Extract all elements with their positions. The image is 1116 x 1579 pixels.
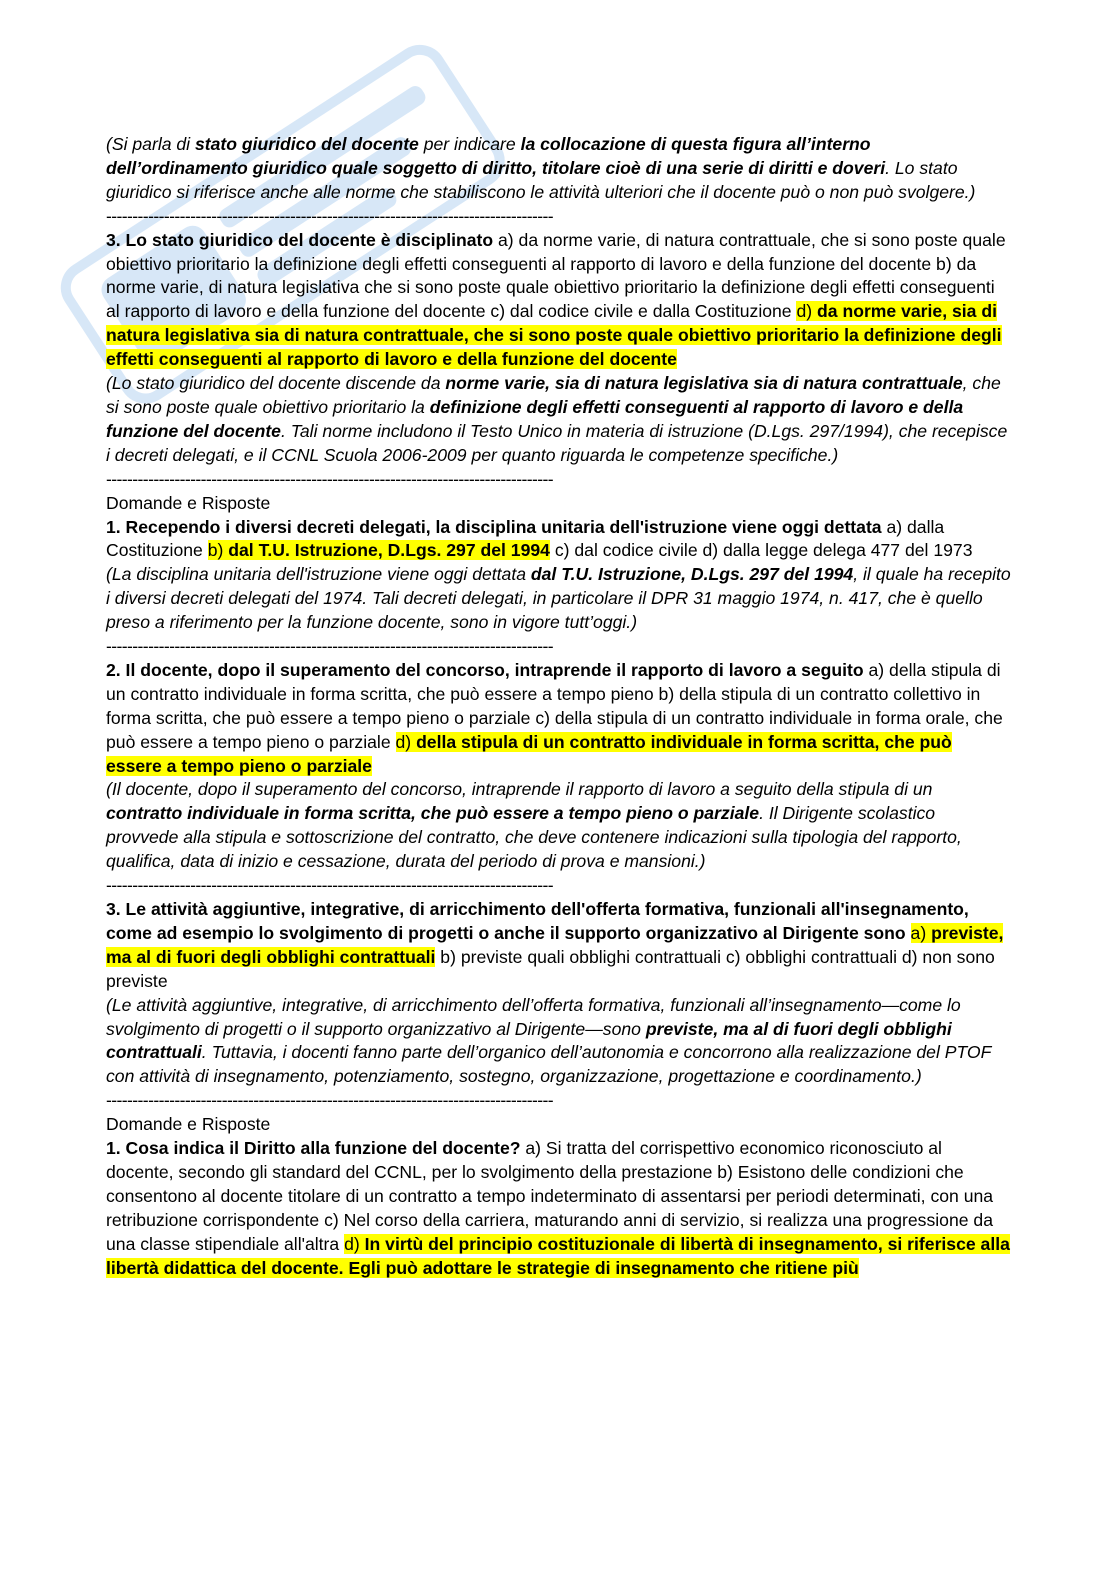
answer-note-stato-giuridico [106,372,1011,468]
text-run: norme varie, sia di natura legislativa sia di natura contrattuale [445,373,963,394]
text-run: a) da norme varie, di natura contrattuale, che si sono poste quale obiettivo prioritario la definizione degli effetti conseguenti al rapporto di lavoro e della funzione del docente b) da norme varie, di natura legislativa che si sono poste quale obiettivo prioritario la definizione degli effetti conseguenti al rapporto di lavoro e della funzione del docente c) dal codice civile e dalla Costituzione [106,229,1006,322]
section-heading [106,492,1011,516]
question-diritto-funzione [106,1137,1011,1280]
text-run: della stipula di un contratto individuale in forma scritta, che può essere a tempo pieno o parziale [106,731,952,776]
answer-note-attivita-aggiuntive [106,994,1011,1090]
separator: ------------------------------------------------------------------------------------- [106,875,554,896]
text-run: 1. Cosa indica il Diritto alla funzione del docente? [106,1138,521,1159]
note-stato-giuridico [106,133,1011,205]
text-run: per indicare [418,134,521,154]
text-run: Domande e Risposte [106,1114,271,1135]
text-run: In virtù del principio costituzionale di libertà di insegnamento, si riferisce alla libertà didattica del docente. Egli può adottare le strategie di insegnamento che ritiene più [106,1233,1010,1278]
text-run: stato giuridico del docente [194,134,419,154]
text-run: dal T.U. Istruzione, D.Lgs. 297 del 1994 [530,564,854,585]
text-run: (Le attività aggiuntive, integrative, di arricchimento dell’offerta formativa, funzionali all’insegnamento—come lo svolgimento di progetti o il supporto organizzativo al Dirigente—sono [106,994,961,1039]
text-run: . Il Dirigente scolastico provvede alla stipula e sottoscrizione del contratto, che deve contenere indicazioni sulla tipologia del rapporto, qualifica, data di inizio e cessazione, durata del periodo di prova e mansioni.) [106,803,962,872]
text-run: previste, ma al di fuori degli obblighi contrattuali [106,922,1004,967]
question-rapporto-lavoro [106,659,1011,779]
separator: ------------------------------------------------------------------------------------- [106,636,554,657]
text-run: b) previste quali obblighi contrattuali c) obblighi contrattuali d) non sono previste [106,946,995,991]
text-run [906,923,911,943]
text-run: definizione degli effetti conseguenti al rapporto di lavoro e della funzione del docente [106,396,964,441]
text-run: , il quale ha recepito i diversi decreti delegati del 1974. Tali decreti delegati, in particolare il DPR 31 maggio 1974, n. 417, che è quello preso a riferimento per la funzione docente, sono in vigore tutt’oggi.) [106,564,1011,633]
text-run: d) [796,301,818,322]
text-run: (La disciplina unitaria dell'istruzione viene oggi dettata [106,564,531,585]
text-run: d) [395,731,417,752]
text-run: contratto individuale in forma scritta, che può essere a tempo pieno o parziale [106,803,760,824]
question-attivita-aggiuntive [106,898,1011,994]
separator: ------------------------------------------------------------------------------------- [106,468,554,489]
section-heading [106,1113,1011,1137]
text-run: (Lo stato giuridico del docente discende da [106,373,446,394]
question-stato-giuridico [106,229,1011,372]
text-run: dal T.U. Istruzione, D.Lgs. 297 del 1994 [228,540,550,561]
text-run: b) [207,540,229,561]
text-run: a) dalla Costituzione [106,516,945,561]
text-run: Domande e Risposte [106,492,271,513]
text-run: previste, ma al di fuori degli obblighi contrattuali [106,1018,952,1063]
separator: ------------------------------------------------------------------------------------- [106,1090,554,1111]
text-run: 3. Le attività aggiuntive, integrative, di arricchimento dell'offerta formativa, funzionali all'insegnamento, come ad esempio lo svolgimento di progetti o anche il supporto organizzativo al Dirigente sono [106,899,969,943]
text-run: a) della stipula di un contratto individuale in forma scritta, che può essere a tempo pieno b) della stipula di un contratto collettivo in forma scritta, che può essere a tempo pieno o parziale c) della stipula di un contratto individuale in forma orale, che può essere a tempo pieno o parziale [106,659,1003,752]
answer-note-disciplina-unitaria [106,563,1011,635]
text-run: . Tali norme includono il Testo Unico in materia di istruzione (D.Lgs. 297/1994), che recepisce i decreti delegati, e il CCNL Scuola 2006-2009 per quanto riguarda le competenze specifiche.) [106,420,1008,465]
text-run: 3. Lo stato giuridico del docente è disciplinato [106,229,494,250]
text-run: c) dal codice civile d) dalla legge delega 477 del 1973 [549,540,973,561]
text-run: (Il docente, dopo il superamento del concorso, intraprende il rapporto di lavoro a seguito della stipula di un [106,779,933,800]
text-run: a) [910,922,932,943]
text-run: la collocazione di questa figura all’interno dell’ordinamento giuridico quale soggetto di diritto, titolare cioè di una serie di diritti e doveri [106,134,886,178]
text-run: . Lo stato giuridico si riferisce anche alle norme che stabiliscono le attività ulteriori che il docente può o non può svolgere.) [106,157,976,202]
text-run: , che si sono poste quale obiettivo prioritario la [106,373,1001,417]
text-run: a) Si tratta del corrispettivo economico riconosciuto al docente, secondo gli standard del CCNL, per lo svolgimento della prestazione b) Esistono delle condizioni che consentono al docente titolare di un contratto a tempo indeterminato di assentarsi per periodi determinati, con una retribuzione corrispondente c) Nel corso della carriera, maturando anni di servizio, si realizza una progressione da una classe stipendiale all'altra [106,1138,994,1254]
answer-note-rapporto-lavoro [106,778,1011,874]
text-run: d) [344,1233,365,1254]
document-page [106,133,1011,1281]
text-run: da norme varie, sia di natura legislativa sia di natura contrattuale, che si sono poste quale obiettivo prioritario la definizione degli effetti conseguenti al rapporto di lavoro e della funzione del docente [106,301,1002,370]
question-disciplina-unitaria [106,516,1011,564]
text-run: 1. Recependo i diversi decreti delegati, la disciplina unitaria dell'istruzione viene oggi dettata [106,516,882,537]
text-run: . Tuttavia, i docenti fanno parte dell’organico dell’autonomia e concorrono alla realizzazione del PTOF con attività di insegnamento, potenziamento, sostegno, organizzazione, progettazione e coordinamento.) [106,1042,992,1087]
text-run: 2. Il docente, dopo il superamento del concorso, intraprende il rapporto di lavoro a seguito [106,659,864,680]
separator: ------------------------------------------------------------------------------------- [106,205,554,226]
text-run: (Si parla di [106,134,195,154]
